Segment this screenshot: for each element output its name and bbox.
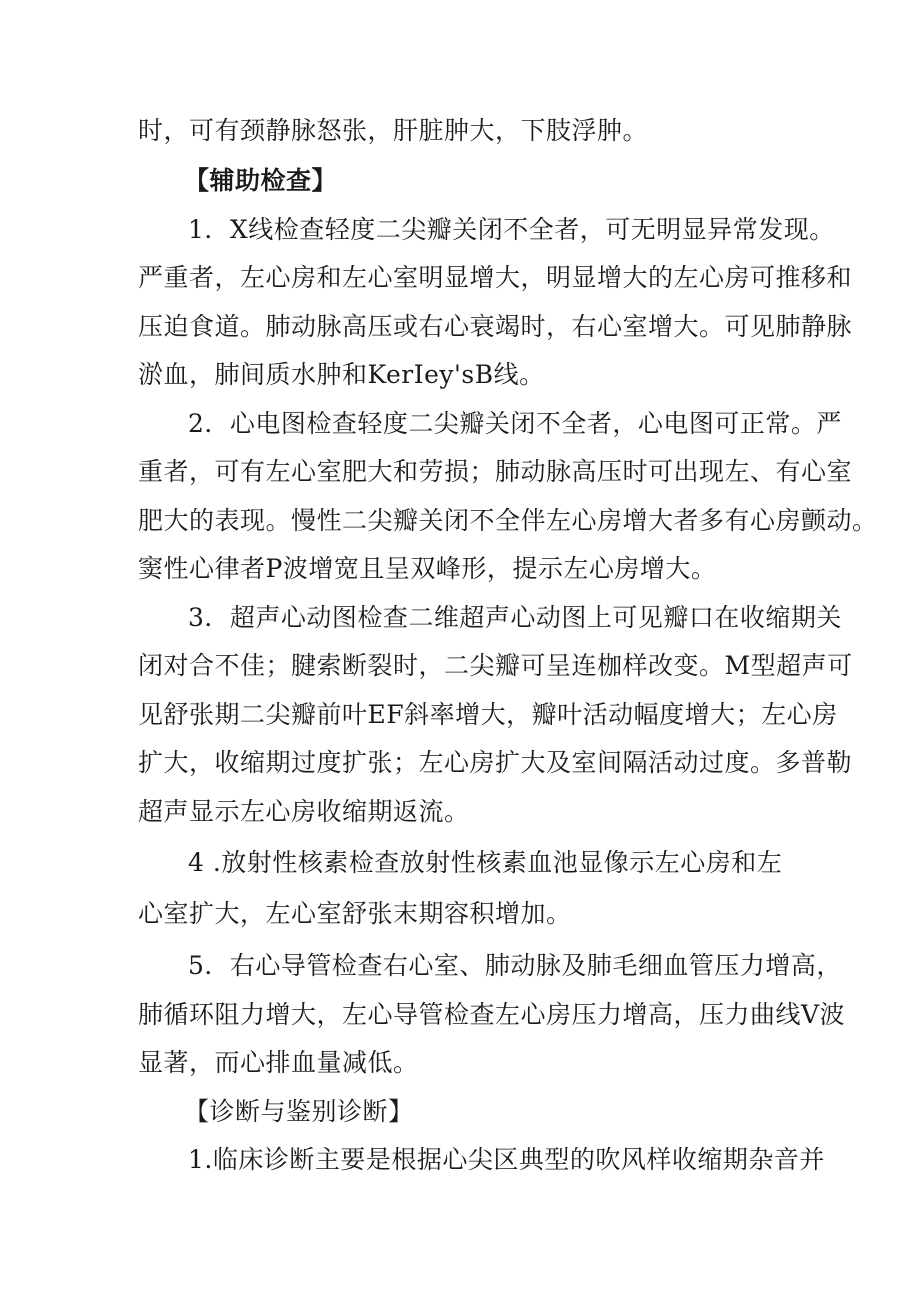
paragraph-line: 淤血，肺间质水肿和KerIey'sB线。 <box>138 360 545 389</box>
paragraph-line: 肥大的表现。慢性二尖瓣关闭不全伴左心房增大者多有心房颤动。 <box>138 506 878 535</box>
paragraph-line: 压迫食道。肺动脉高压或右心衰竭时，右心室增大。可见肺静脉 <box>138 312 853 341</box>
paragraph-line: 5．右心导管检查右心室、肺动脉及肺毛细血管压力增高， <box>188 951 842 980</box>
paragraph-line: 时，可有颈静脉怒张，肝脏肿大，下肢浮肿。 <box>138 116 649 145</box>
paragraph-line: 见舒张期二尖瓣前叶EF斜率增大，瓣叶活动幅度增大；左心房 <box>138 700 838 729</box>
paragraph-line: 扩大，收缩期过度扩张；左心房扩大及室间隔活动过度。多普勒 <box>138 748 853 777</box>
paragraph-line: 显著，而心排血量减低。 <box>138 1048 419 1077</box>
paragraph-line: 3．超声心动图检查二维超声心动图上可见瓣口在收缩期关 <box>188 603 842 632</box>
section-heading-diagnosis: 【诊断与鉴别诊断】 <box>184 1097 414 1126</box>
paragraph-line: 重者，可有左心室肥大和劳损；肺动脉高压时可出现左、有心室 <box>138 457 853 486</box>
paragraph-line: 1．X线检查轻度二尖瓣关闭不全者，可无明显异常发现。 <box>188 215 835 244</box>
paragraph-line: 窦性心律者P波增宽且呈双峰形，提示左心房增大。 <box>138 554 717 583</box>
paragraph-line: 4 .放射性核素检查放射性核素血池显像示左心房和左 <box>188 848 783 877</box>
paragraph-line: 心室扩大，左心室舒张末期容积增加。 <box>138 899 572 928</box>
paragraph-line: 闭对合不佳；腱索断裂时，二尖瓣可呈连枷样改变。M型超声可 <box>138 651 853 680</box>
paragraph-line: 2．心电图检查轻度二尖瓣关闭不全者，心电图可正常。严 <box>188 409 842 438</box>
section-heading-auxiliary-exam: 【辅助检查】 <box>184 166 338 195</box>
paragraph-line: 肺循环阻力增大，左心导管检查左心房压力增高，压力曲线V波 <box>138 1000 846 1029</box>
paragraph-line: 1.临床诊断主要是根据心尖区典型的吹风样收缩期杂音并 <box>188 1145 825 1174</box>
paragraph-line: 超声显示左心房收缩期返流。 <box>138 797 470 826</box>
paragraph-line: 严重者，左心房和左心室明显增大，明显增大的左心房可推移和 <box>138 263 853 292</box>
